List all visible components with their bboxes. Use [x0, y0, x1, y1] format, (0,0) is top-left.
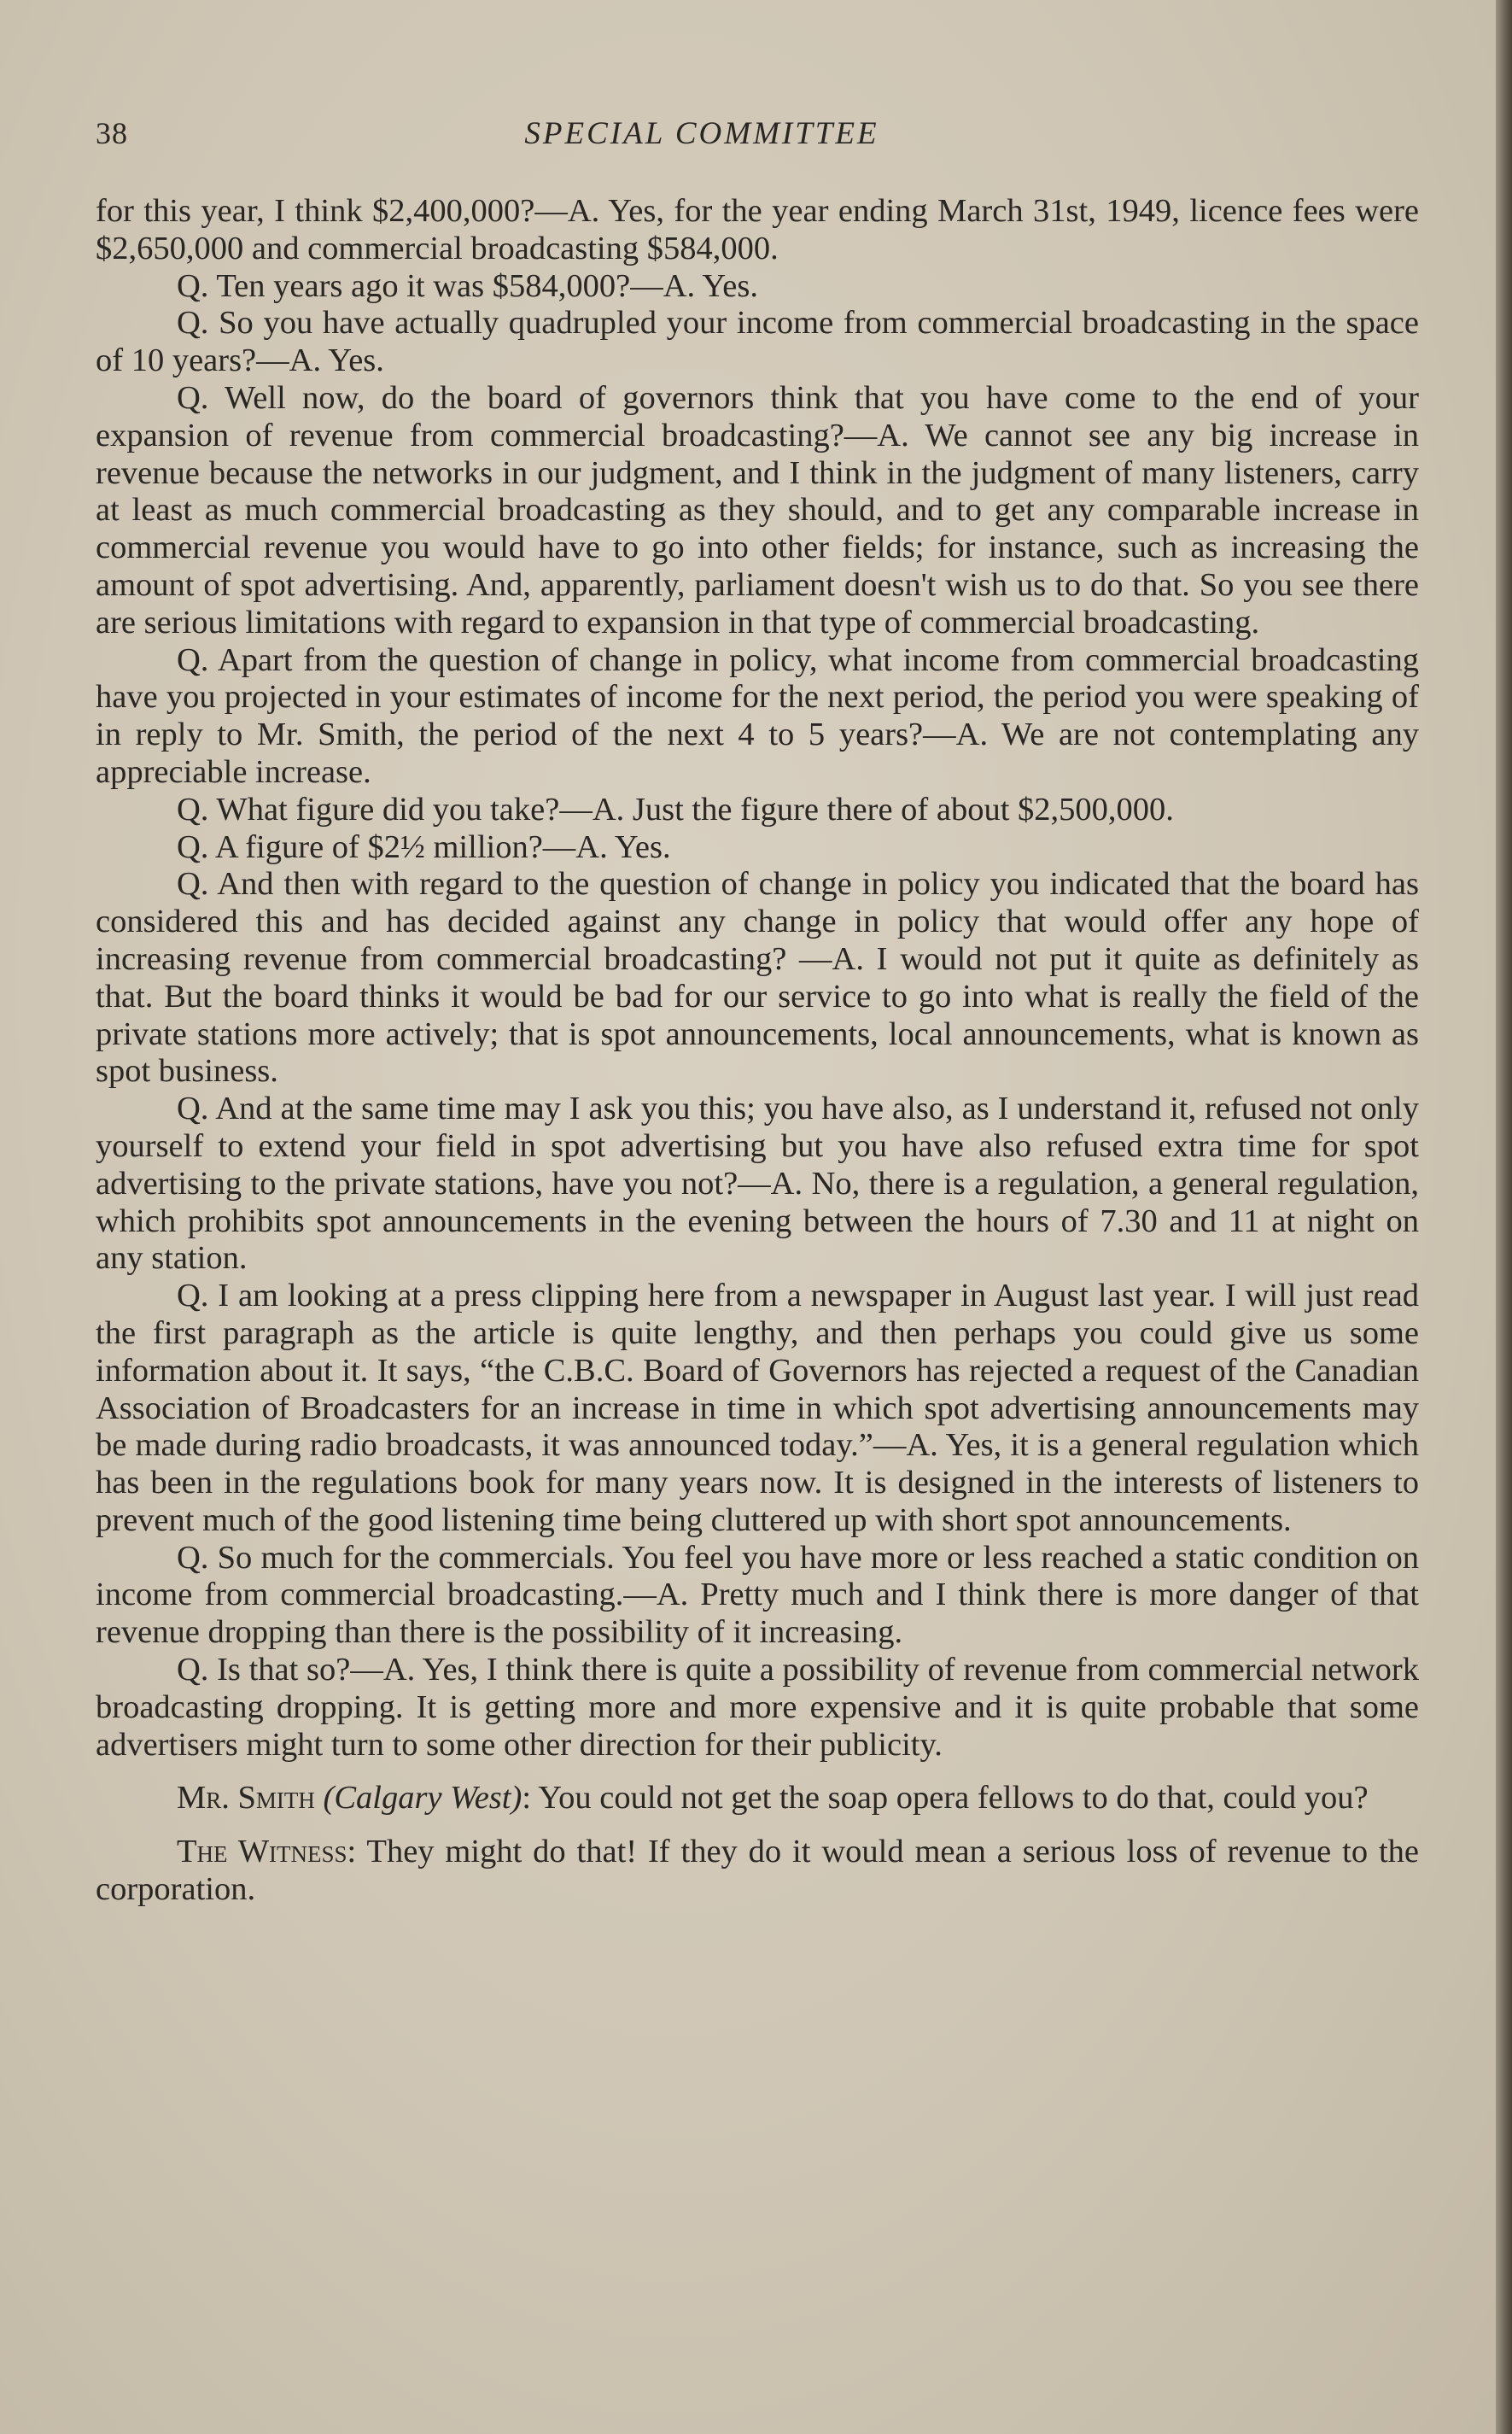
paragraph-question: Q. What figure did you take?—A. Just the figure there of about $2,500,000. — [177, 791, 1174, 828]
speaker-name: The Witness — [177, 1834, 347, 1870]
paragraph-question: Q. I am looking at a press clipping here from a newspaper in August last year. I will just read the first paragraph as the article is quite lengthy, and then perhaps you could give us some information about it. It says, “the C.B.C. Board of Governors has rejected a request of the Canadian Association of Broadcasters for an increase in time in which spot advertising announcements may be made during radio broadcasts, it was announced today.”—A. Yes, it is a general regulation which has been in the regulations book for many years now. It is designed in the interests of listeners to prevent much of the good listening time being cluttered up with short spot announcements. — [96, 1278, 1419, 1538]
transcript-body — [96, 193, 1419, 1909]
paragraph-question: Q. And then with regard to the question of change in policy you indicated that the board has considered this and has decided against any change in policy that would offer any hope of increasing revenue from commercial broadcasting? —A. I would not put it quite as definitely as that. But the board thinks it would be bad for our service to go into what is really the field of the private stations more actively; that is spot announcements, local announcements, what is known as spot business. — [96, 866, 1419, 1090]
paragraph-continuation: for this year, I think $2,400,000?—A. Yes, for the year ending March 31st, 1949, licence fees were $2,650,000 and commercial broadcasting $584,000. — [96, 193, 1419, 266]
page-header — [96, 115, 1427, 158]
paragraph-question: Q. Well now, do the board of governors think that you have come to the end of your expansion of revenue from commercial broadcasting?—A. We cannot see any big increase in revenue because the networks in our judgment, and I think in the judgment of many listeners, carry at least as much commercial broadcasting as they should, and to get any comparable increase in commercial revenue you would have to go into other fields; for instance, such as increasing the amount of spot advertising. And, apparently, parliament doesn't wish us to do that. So you see there are serious limitations with regard to expansion in that type of commercial broadcasting. — [96, 379, 1419, 641]
paragraph-question: Q. So you have actually quadrupled your income from commercial broadcasting in the space of 10 years?—A. Yes. — [96, 305, 1419, 379]
page-edge-shadow — [1496, 0, 1512, 2434]
paragraph-question: Q. Apart from the question of change in policy, what income from commercial broadcasting have you projected in your estimates of income for the next period, the period you were speaking of in reply to Mr. Smith, the period of the next 4 to 5 years?—A. We are not contemplating any appreciable increase. — [96, 641, 1419, 790]
paragraph-question: Q. Ten years ago it was $584,000?—A. Yes. — [177, 267, 758, 304]
page-number: 38 — [96, 116, 128, 150]
running-head: SPECIAL COMMITTEE — [524, 116, 879, 151]
speaker-constituency: (Calgary West) — [323, 1780, 522, 1817]
speaker-name: Mr. Smith — [177, 1780, 315, 1817]
speech-text: : They might do that! If they do it would mean a serious loss of revenue to the corporation. — [96, 1834, 1419, 1908]
paragraph-question: Q. So much for the commercials. You feel you have more or less reached a static condition on income from commercial broadcasting.—A. Pretty much and I think there is more danger of that revenue dropping than there is the possibility of it increasing. — [96, 1539, 1419, 1651]
speech-witness — [96, 1834, 1419, 1909]
paragraph-question: Q. Is that so?—A. Yes, I think there is quite a possibility of revenue from commercial network broadcasting dropping. It is getting more and more expensive and it is quite probable that some advertisers might turn to some other direction for their publicity. — [96, 1652, 1419, 1763]
speech-text: : You could not get the soap opera fellows to do that, could you? — [522, 1780, 1369, 1817]
paragraph-question: Q. A figure of $2½ million?—A. Yes. — [177, 828, 671, 865]
speech-mr-smith — [96, 1780, 1419, 1817]
paragraph-question: Q. And at the same time may I ask you this; you have also, as I understand it, refused not only yourself to extend your field in spot advertising but you have also refused extra time for spot advertising to the private stations, have you not?—A. No, there is a regulation, a general regulation, which prohibits spot announcements in the evening between the hours of 7.30 and 11 at night on any station. — [96, 1091, 1419, 1277]
